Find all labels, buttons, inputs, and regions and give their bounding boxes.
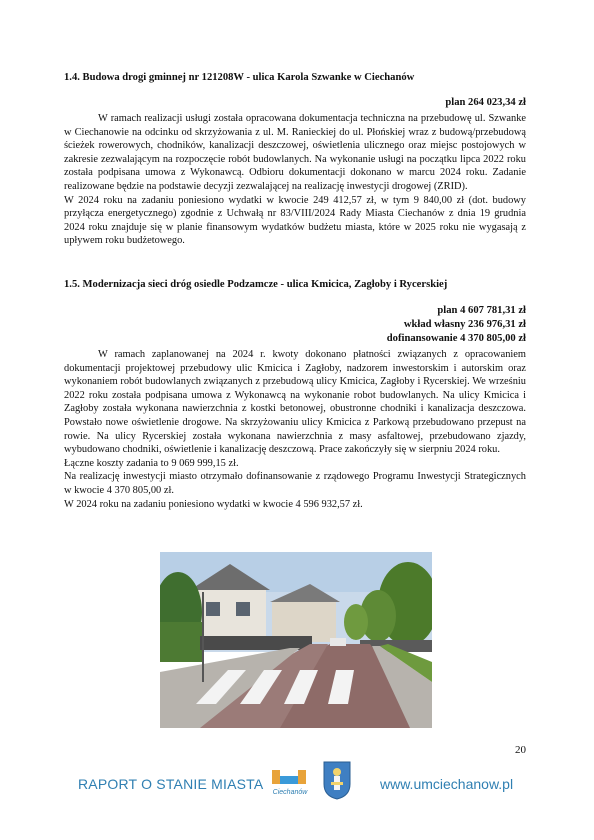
section-1-4-heading: 1.4. Budowa drogi gminnej nr 121208W - ulica Karola Szwanke w Ciechanów xyxy=(64,72,415,83)
section-1-4-body xyxy=(64,112,526,248)
ciechanow-coat-of-arms xyxy=(322,760,352,800)
footer-website-link[interactable]: www.umciechanow.pl xyxy=(380,776,514,792)
section-1-5-grant: Na realizację inwestycji miasto otrzymało dofinansowanie z rządowego Programu Inwestycji Strategicznych w kwocie 4 370 805,00 zł. xyxy=(64,471,526,496)
page-number: 20 xyxy=(515,744,526,756)
section-1-5-paragraph-1: W ramach zaplanowanej na 2024 r. kwoty dokonano płatności związanych z opracowaniem dokumentacji projektowej przebudowy ulic Kmicica i Zagłoby, nadzorem inwestorskim i autorskim oraz wykonaniem robót budowlanych związanych z przebudową ulicy Kmicica, Zagłoby i Rycerskiej. We wrześniu 2022 roku została podpisana umowa z Wykonawcą na wykonanie robot budowlanych. Na ulicy Kmicica i Zagłoby została wykonana nawierzchnia z kostki betonowej, obustronne chodniki i kanalizacja deszczowa. Powstało nowe oświetlenie drogowe. Na skrzyżowaniu ulicy Kmicica z Parkową przebudowano przepust na rowie. Na ulicy Rycerskiej została wykonana nawierzchnia z masy asfaltowej, przebudowano zjazdy, wybudowano chodniki, oświetlenie i kanalizację deszczową. Prace zakończyły się w sierpniu 2024 roku. xyxy=(64,349,526,456)
section-1-4-paragraph-2: W 2024 roku na zadaniu poniesiono wydatki w kwocie 249 412,57 zł, w tym 9 840,00 zł (dot. budowy przyłącza energetycznego) zgodnie z Uchwałą nr 83/VIII/2024 Rady Miasta Ciechanów z dnia 19 grudnia 2024 roku znajduje się w planie finansowym wydatków budżetu miasta, które w 2025 roku nie wygasają z upływem roku budżetowego. xyxy=(64,194,526,247)
section-1-4-paragraph-1: W ramach realizacji usługi została opracowana dokumentacja techniczna na przebudowę ul. Szwanke w Ciechanowie na odcinku od skrzyżowania z ul. M. Ranieckiej do ul. Płońskiej wraz z budową/przebudową ścieżek rowerowych, chodników, kanalizacji deszczowej, oświetlenia ulicznego oraz miejsc postojowych w zakresie zezwalającym na rozpoczęcie robót budowlanych. Na wykonanie usługi na początku lipca 2022 roku została podpisana umowa z Wykonawcą. Odbioru dokumentacji dokonano w marcu 2024 roku. Zadanie realizowane będzie na podstawie decyzji zezwalającej na realizację inwestycji drogowej (ZRID). xyxy=(64,113,526,192)
street-photo xyxy=(160,552,432,728)
section-1-5-spent: W 2024 roku na zadaniu poniesiono wydatki w kwocie 4 596 932,57 zł. xyxy=(64,498,363,510)
section-1-4-plan: plan 264 023,34 zł xyxy=(445,97,526,108)
section-1-5-own-contribution: wkład własny 236 976,31 zł xyxy=(403,319,526,330)
city-logo-text: Ciechanów xyxy=(272,789,308,796)
section-1-5-plan: plan 4 607 781,31 zł xyxy=(437,305,526,316)
section-1-5-heading: 1.5. Modernizacja sieci dróg osiedle Podzamcze - ulica Kmicica, Zagłoby i Rycerskiej xyxy=(64,279,448,290)
section-1-5-cofinancing: dofinansowanie 4 370 805,00 zł xyxy=(386,333,526,344)
section-1-5-total-costs: Łączne koszty zadania to 9 069 999,15 zł. xyxy=(64,457,239,469)
ciechanow-city-logo xyxy=(268,764,312,798)
section-1-5-body xyxy=(64,348,526,511)
footer-report-title: RAPORT O STANIE MIASTA xyxy=(78,776,264,792)
